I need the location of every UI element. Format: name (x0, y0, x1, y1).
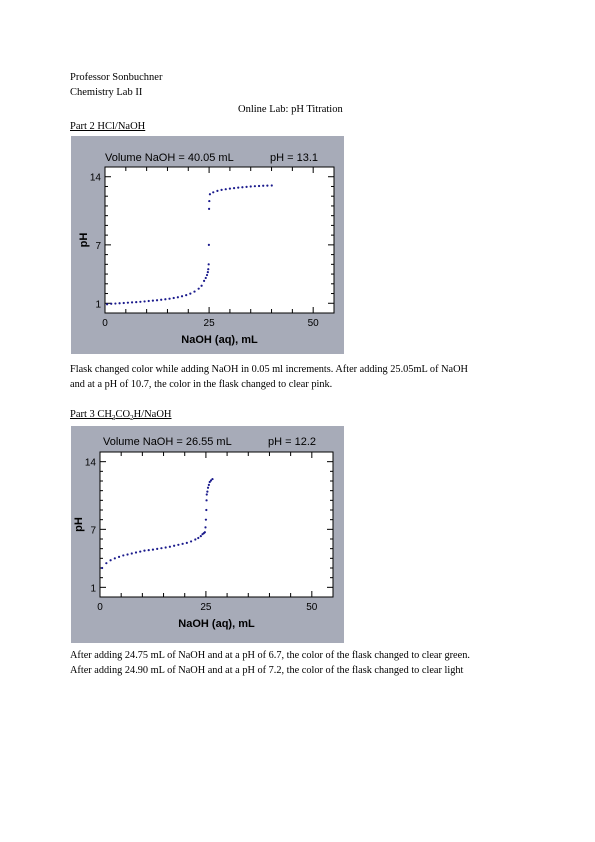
part3-heading-sub2: 2 (130, 414, 134, 423)
data-point (250, 185, 252, 187)
chart-hcl-naoh (71, 136, 344, 354)
data-point (205, 519, 207, 521)
data-point (118, 556, 120, 558)
data-point (181, 295, 183, 297)
data-point (165, 546, 167, 548)
y-axis-label: pH (78, 232, 90, 248)
data-point (207, 268, 209, 270)
x-tick-label: 50 (307, 318, 319, 329)
part3-heading-sub1: 3 (112, 414, 116, 423)
data-point (148, 549, 150, 551)
y-tick-label: 14 (84, 457, 96, 469)
part3-paragraph (70, 648, 470, 678)
data-point (173, 545, 175, 547)
data-point (207, 271, 209, 273)
y-tick-label: 7 (95, 240, 101, 252)
data-point (135, 301, 137, 303)
data-point (177, 296, 179, 298)
data-point (135, 551, 137, 553)
chart-acetic-naoh (71, 426, 344, 643)
data-point (237, 187, 239, 189)
data-point (156, 299, 158, 301)
data-point (189, 293, 191, 295)
data-point (110, 303, 112, 305)
data-point (126, 553, 128, 555)
y-tick-label: 7 (90, 525, 96, 537)
chart-header-ph: pH = 12.2 (268, 436, 317, 448)
data-point (122, 554, 124, 556)
data-point (233, 187, 235, 189)
y-tick-label: 14 (89, 172, 101, 184)
part2-paragraph-line-1: Flask changed color while adding NaOH in 0.05 ml increments. After adding 25.05mL of NaOH (70, 364, 468, 375)
data-point (254, 185, 256, 187)
data-point (173, 297, 175, 299)
data-point (197, 537, 199, 539)
data-point (139, 550, 141, 552)
data-point (206, 493, 208, 495)
data-point (105, 562, 107, 564)
titration-chart-acetic (71, 426, 344, 643)
data-point (114, 557, 116, 559)
x-axis-label: NaOH (aq), mL (181, 334, 258, 346)
data-point (208, 244, 210, 246)
course-name: Chemistry Lab II (70, 87, 143, 98)
data-point (208, 208, 210, 210)
data-point (186, 542, 188, 544)
data-point (123, 302, 125, 304)
data-point (160, 299, 162, 301)
data-point (185, 294, 187, 296)
data-point (207, 487, 209, 489)
data-point (205, 509, 207, 511)
x-axis-label: NaOH (aq), mL (178, 618, 255, 630)
data-point (177, 544, 179, 546)
part2-paragraph-line-2: and at a pH of 10.7, the color in the flask changed to clear pink. (70, 379, 333, 390)
data-point (206, 274, 208, 276)
data-point (156, 548, 158, 550)
data-point (127, 302, 129, 304)
data-point (152, 549, 154, 551)
data-point (193, 290, 195, 292)
data-point (258, 185, 260, 187)
data-point (271, 184, 273, 186)
data-point (206, 491, 208, 493)
data-point (106, 303, 108, 305)
part3-heading (70, 408, 172, 421)
x-tick-label: 25 (203, 318, 215, 329)
data-point (245, 186, 247, 188)
x-tick-label: 50 (306, 602, 318, 613)
data-point (200, 285, 202, 287)
data-point (203, 280, 205, 282)
data-point (152, 300, 154, 302)
part3-paragraph-line-2: After adding 24.90 mL of NaOH and at a pH of 7.2, the color of the flask changed to clear light (70, 665, 464, 676)
data-point (204, 531, 206, 533)
data-point (168, 298, 170, 300)
part2-heading: Part 2 HCl/NaOH (70, 121, 146, 132)
data-point (109, 559, 111, 561)
data-point (205, 499, 207, 501)
data-point (190, 540, 192, 542)
data-point (182, 543, 184, 545)
data-point (212, 191, 214, 193)
page-title: Online Lab: pH Titration (238, 104, 343, 115)
data-point (194, 538, 196, 540)
titration-chart-hcl (71, 136, 344, 354)
data-point (143, 300, 145, 302)
data-point (266, 184, 268, 186)
data-point (225, 188, 227, 190)
data-point (101, 567, 103, 569)
data-point (211, 478, 213, 480)
part3-heading-suffix: H/NaOH (133, 409, 172, 420)
professor-name: Professor Sonbuchner (70, 72, 163, 83)
data-point (118, 302, 120, 304)
part3-heading-prefix: Part 3 CH (70, 409, 112, 420)
data-point (262, 185, 264, 187)
data-point (131, 301, 133, 303)
data-point (216, 190, 218, 192)
plot-area (100, 452, 333, 597)
part3-paragraph-line-1: After adding 24.75 mL of NaOH and at a pH of 6.7, the color of the flask changed to clear green. (70, 650, 470, 661)
data-point (148, 300, 150, 302)
data-point (220, 189, 222, 191)
data-point (204, 526, 206, 528)
part3-heading-mid: CO (115, 409, 131, 420)
data-point (139, 301, 141, 303)
y-axis-label: pH (73, 517, 85, 532)
data-point (208, 263, 210, 265)
data-point (131, 552, 133, 554)
plot-area (105, 167, 334, 313)
chart-header-volume: Volume NaOH = 40.05 mL (105, 152, 234, 164)
data-point (198, 288, 200, 290)
x-tick-label: 25 (200, 602, 212, 613)
x-tick-label: 0 (102, 318, 108, 329)
data-point (209, 193, 211, 195)
data-point (200, 535, 202, 537)
y-tick-label: 1 (90, 583, 96, 595)
x-tick-label: 0 (97, 602, 103, 613)
data-point (160, 547, 162, 549)
data-point (169, 546, 171, 548)
data-point (208, 200, 210, 202)
data-point (241, 186, 243, 188)
y-tick-label: 1 (95, 299, 101, 311)
data-point (114, 302, 116, 304)
chart-header-ph: pH = 13.1 (270, 152, 319, 164)
data-point (229, 188, 231, 190)
chart-header-volume: Volume NaOH = 26.55 mL (103, 436, 232, 448)
data-point (164, 298, 166, 300)
data-point (205, 277, 207, 279)
data-point (143, 550, 145, 552)
data-point (208, 484, 210, 486)
part2-paragraph (70, 362, 468, 392)
